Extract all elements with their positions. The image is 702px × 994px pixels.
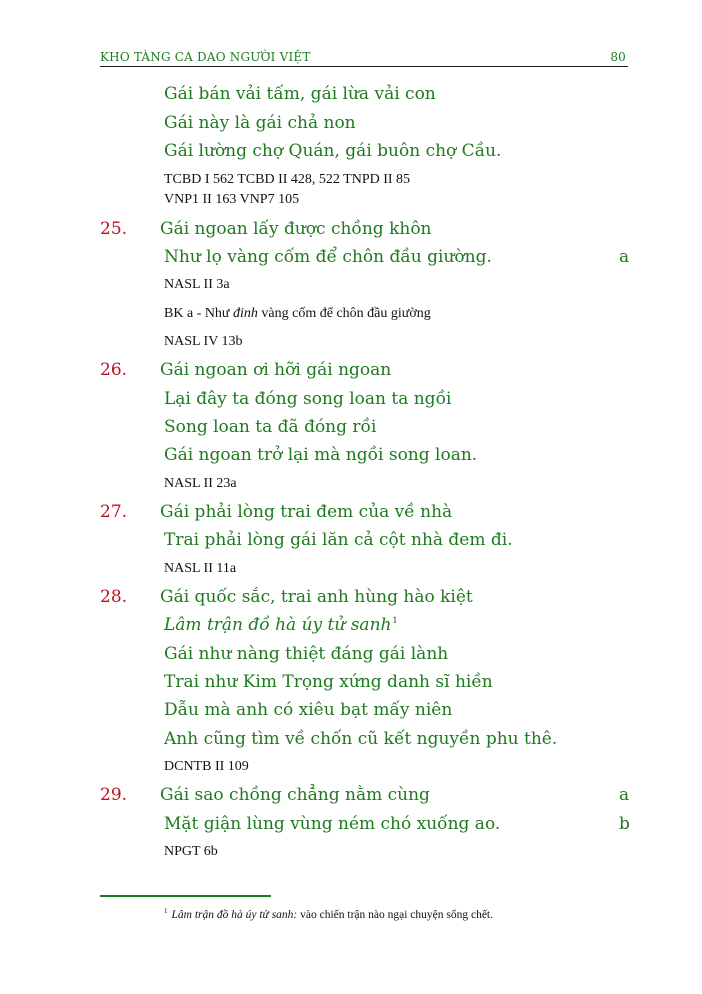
entry-number: 27. xyxy=(100,502,128,522)
verse-line: Như lọ vàng cốm để chôn đầu giường. a xyxy=(164,247,630,267)
verse-line: Trai như Kim Trọng xứng danh sĩ hiền xyxy=(164,672,493,692)
rhyme-marker: a xyxy=(619,247,630,267)
verse-line: Anh cũng tìm về chốn cũ kết nguyền phu thê. xyxy=(164,729,558,749)
source-citation: TCBD I 562 TCBD II 428, 522 TNPD II 85 xyxy=(164,172,411,187)
variant-note: BK a - Như đinh vàng cốm để chôn đầu giường xyxy=(164,306,431,321)
source-citation: NASL II 3a xyxy=(164,277,230,292)
rhyme-marker: a xyxy=(619,785,630,805)
verse-line: 28. Gái quốc sắc, trai anh hùng hào kiệt xyxy=(100,587,473,607)
verse-line: Song loan ta đã đóng rồi xyxy=(164,417,377,437)
verse-line: Gái ngoan trở lại mà ngồi song loan. xyxy=(164,445,478,465)
verse-line: Trai phải lòng gái lăn cả cột nhà đem đi. xyxy=(164,530,513,550)
footnote-ref: 1 xyxy=(392,616,398,625)
verse-line: Gái này là gái chả non xyxy=(164,113,356,133)
source-citation: NASL II 11a xyxy=(164,561,237,576)
entry-number: 28. xyxy=(100,587,128,607)
verse-line: Lâm trận đồ hà úy tử sanh$^1$ xyxy=(164,615,398,635)
verse-line: 29. Gái sao chồng chẳng nằm cùng a xyxy=(100,785,630,805)
verse-line: 25. Gái ngoan lấy được chồng khôn xyxy=(100,219,432,239)
book-title: KHO TÀNG CA DAO NGƯỜI VIỆT xyxy=(100,50,311,64)
verse-line: Lại đây ta đóng song loan ta ngồi xyxy=(164,389,452,409)
source-citation: NPGT 6b xyxy=(164,844,218,859)
verse-line: Gái lường chợ Quán, gái buôn chợ Cầu. xyxy=(164,141,502,161)
footnote-divider xyxy=(100,895,271,897)
entry-number: 26. xyxy=(100,360,128,380)
entry-number: 29. xyxy=(100,785,128,805)
source-citation: NASL II 23a xyxy=(164,476,237,491)
verse-line: Dẫu mà anh có xiêu bạt mấy niên xyxy=(164,700,453,720)
rhyme-marker: b xyxy=(619,814,630,834)
verse-line: Gái như nàng thiệt đáng gái lành xyxy=(164,644,449,664)
page-number: 80 xyxy=(610,50,626,64)
source-citation: DCNTB II 109 xyxy=(164,759,249,774)
source-citation: VNP1 II 163 VNP7 105 xyxy=(164,192,300,207)
verse-line: 26. Gái ngoan ơi hỡi gái ngoan xyxy=(100,360,392,380)
running-header xyxy=(100,48,628,67)
footnote: $^1$ Lâm trận đồ hà úy tử sanh: vào chiến trận nào ngại chuyện sống chết. xyxy=(164,907,494,921)
verse-line: Gái bán vải tấm, gái lừa vải con xyxy=(164,84,436,104)
verse-line: 27. Gái phải lòng trai đem của về nhà xyxy=(100,502,453,522)
entry-number: 25. xyxy=(100,219,128,239)
source-citation: NASL IV 13b xyxy=(164,334,243,349)
verse-line: Mặt giận lùng vùng ném chó xuống ao. b xyxy=(164,814,630,834)
